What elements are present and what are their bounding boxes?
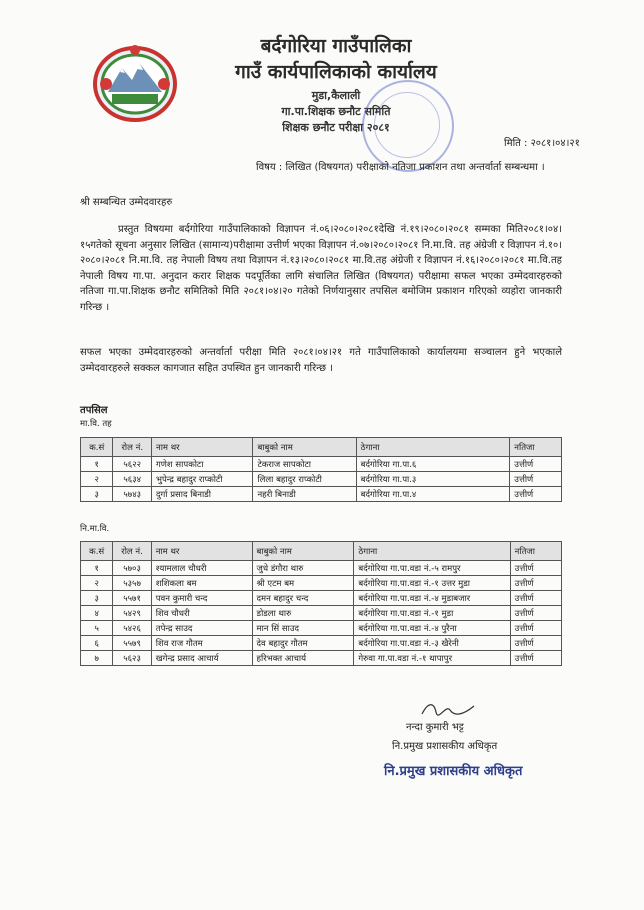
col-header-name: नाम थर	[151, 542, 252, 561]
cell-name: खगेन्द्र प्रसाद आचार्य	[151, 651, 252, 666]
cell-address: बर्दगोरिया गा.पा.वडा नं.-४ पुरैना	[354, 621, 510, 636]
cell-father: नहरी बिनाडी	[253, 487, 356, 502]
district-line: मुडा,कैलाली	[311, 89, 361, 102]
letter-subject: विषय : लिखित (विषयगत) परीक्षाको नतिजा प्रकाशन तथा अन्तर्वार्ता सम्बन्धमा ।	[256, 162, 545, 173]
cell-result: उत्तीर्ण	[510, 636, 561, 651]
table-header-row	[81, 438, 562, 457]
cell-name: भुपेन्द्र बहादुर राप्कोटी	[152, 472, 253, 487]
results-table-lower-secondary	[80, 541, 562, 666]
cell-name: गणेश सापकोटा	[152, 457, 253, 472]
cell-father: जुधे डंगौरा थारु	[252, 561, 354, 576]
table-row	[81, 621, 562, 636]
cell-roll: ५६२२	[113, 457, 152, 472]
cell-roll: ५४२९	[113, 606, 151, 621]
cell-name: शिव चौधरी	[151, 606, 252, 621]
col-header-father: बाबुको नाम	[252, 542, 354, 561]
table2-level-label: नि.मा.वि.	[80, 524, 110, 534]
cell-roll: ५५७१	[113, 591, 151, 606]
cell-address: बर्दगोरिया गा.पा.वडा नं.-४ मुडाबजार	[354, 591, 510, 606]
cell-name: तपेन्द्र साउद	[151, 621, 252, 636]
table-row	[81, 472, 562, 487]
body-paragraph-1: प्रस्तुत विषयमा बर्दगोरिया गाउँपालिकाको विज्ञापन नं.०६।२०८०।२०८१देखि नं.१९।२०८०।२०८१ सम्मका मिति२०८१।०४।१५गतेको सूचना अनुसार लिखित (सामान्य)परीक्षामा उत्तीर्ण भएका विज्ञापन नं.०७।२०८०।२०८१ नि.मा.वि. तह अंग्रेजी र विज्ञापन नं.१०।२०८०।२०८१ नि.मा.वि. तह नेपाली विषय तथा विज्ञापन नं.१३।२०८०।२०८१ मा.वि.तह अंग्रेजी र विज्ञापन नं.१६।२०८०।२०८१ मा.वि.तह नेपाली विषय गा.पा. अनुदान करार शिक्षक पदपूर्तिका लागि संचालित लिखित (विषयगत) परीक्षामा सफल भएका उम्मेदवारहरुको नतिजा गा.पा.शिक्षक छनौट समितिको मिति २०८१।०४।२० गतेको निर्णयानुसार तपसिल बमोजिम प्रकाशन गरिएको व्यहोरा जानकारी गरिन्छ ।	[80, 224, 562, 313]
col-header-result: नतिजा	[510, 438, 562, 457]
nepal-emblem-icon	[92, 40, 178, 122]
committee-line: गा.पा.शिक्षक छनौट समिति	[281, 105, 391, 118]
cell-name: दुर्गा प्रसाद बिनाडी	[152, 487, 253, 502]
signatory-post: नि.प्रमुख प्रशासकीय अधिकृत	[392, 741, 498, 752]
exam-line: शिक्षक छनौट परीक्षा २०८१	[282, 121, 390, 134]
cell-roll: ५४२६	[113, 621, 151, 636]
cell-sn: ४	[81, 606, 113, 621]
cell-sn: ७	[81, 651, 113, 666]
cell-address: गेरुवा गा.पा.वडा नं.-१ थापापुर	[354, 651, 510, 666]
cell-father: मान सिं साउद	[252, 621, 354, 636]
col-header-address: ठेगाना	[354, 542, 510, 561]
col-header-father: बाबुको नाम	[253, 438, 356, 457]
cell-sn: १	[81, 457, 113, 472]
table-row	[81, 457, 562, 472]
cell-roll: ५३५७	[113, 576, 151, 591]
table-row	[81, 606, 562, 621]
cell-address: बर्दगोरिया गा.पा.वडा नं.-५ रामपुर	[354, 561, 510, 576]
cell-father: लिला बहादुर राप्कोटी	[253, 472, 356, 487]
cell-roll: ५६३४	[113, 472, 152, 487]
table-row	[81, 576, 562, 591]
table-row	[81, 651, 562, 666]
table1-level-label: मा.वि. तह	[80, 419, 112, 429]
col-header-address: ठेगाना	[356, 438, 510, 457]
cell-result: उत्तीर्ण	[510, 457, 562, 472]
cell-address: बर्दगोरिया गा.पा.६	[356, 457, 510, 472]
cell-father: दमन बहादुर चन्द	[252, 591, 354, 606]
cell-father: श्री एटम बम	[252, 576, 354, 591]
cell-sn: ५	[81, 621, 113, 636]
col-header-roll: रोल नं.	[113, 438, 152, 457]
table-row	[81, 591, 562, 606]
col-header-sn: क.सं	[81, 438, 113, 457]
cell-result: उत्तीर्ण	[510, 561, 561, 576]
table1-body	[81, 457, 562, 502]
body-paragraph-2: सफल भएका उम्मेदवारहरुको अन्तर्वार्ता परीक्षा मिति २०८१।०४।२१ गते गाउँपालिकाको कार्यालयमा सञ्चालन हुने भएकाले उम्मेदवारहरुले सक्कल कागजात सहित उपस्थित हुन जानकारी गरिन्छ ।	[80, 347, 562, 374]
office-name-line1: बर्दगोरिया गाउँपालिका	[260, 35, 412, 57]
cell-name: शशिकला बम	[151, 576, 252, 591]
cell-sn: ६	[81, 636, 113, 651]
col-header-sn: क.सं	[81, 542, 113, 561]
office-stamp-inner	[374, 92, 440, 158]
col-header-roll: रोल नं.	[113, 542, 151, 561]
cell-address: बर्दगोरिया गा.पा.४	[356, 487, 510, 502]
col-header-name: नाम थर	[152, 438, 253, 457]
cell-result: उत्तीर्ण	[510, 591, 561, 606]
cell-father: डोडला थारु	[252, 606, 354, 621]
cell-sn: १	[81, 561, 113, 576]
cell-roll: ५६२३	[113, 651, 151, 666]
table-row	[81, 561, 562, 576]
handwritten-signature	[418, 700, 478, 720]
cell-sn: २	[81, 472, 113, 487]
table-row	[81, 487, 562, 502]
cell-address: बर्दगोरिया गा.पा.वडा नं.-३ खैरेनी	[354, 636, 510, 651]
cell-result: उत्तीर्ण	[510, 576, 561, 591]
cell-father: टेकराज सापकोटा	[253, 457, 356, 472]
cell-sn: ३	[81, 591, 113, 606]
cell-address: बर्दगोरिया गा.पा.वडा नं.-१ उत्तर मुडा	[354, 576, 510, 591]
table-header-row	[81, 542, 562, 561]
table2-body	[81, 561, 562, 666]
signatory-stamp: नि.प्रमुख प्रशासकीय अधिकृत	[384, 764, 523, 779]
cell-result: उत्तीर्ण	[510, 651, 561, 666]
cell-roll: ५७४३	[113, 487, 152, 502]
cell-father: देव बहादुर गौतम	[252, 636, 354, 651]
cell-roll: ५५७९	[113, 636, 151, 651]
cell-sn: ३	[81, 487, 113, 502]
annex-title: तपसिल	[80, 405, 108, 416]
results-table-secondary	[80, 437, 562, 502]
cell-result: उत्तीर्ण	[510, 621, 561, 636]
cell-result: उत्तीर्ण	[510, 472, 562, 487]
table-row	[81, 636, 562, 651]
letter-recipient: श्री सम्बन्धित उम्मेदवारहरु	[80, 197, 173, 208]
letter-date: मिति : २०८१।०४।२१	[504, 138, 580, 149]
cell-address: बर्दगोरिया गा.पा.वडा नं.-१ मुडा	[354, 606, 510, 621]
cell-name: श्यामलाल चौधरी	[151, 561, 252, 576]
office-name-line2: गाउँ कार्यपालिकाको कार्यालय	[235, 61, 437, 83]
cell-father: हरिभक्त आचार्य	[252, 651, 354, 666]
col-header-result: नतिजा	[510, 542, 561, 561]
cell-sn: २	[81, 576, 113, 591]
cell-result: उत्तीर्ण	[510, 487, 562, 502]
signatory-name: नन्दा कुमारी भट्ट	[406, 722, 464, 733]
cell-address: बर्दगोरिया गा.पा.३	[356, 472, 510, 487]
cell-name: शिव राज गौतम	[151, 636, 252, 651]
cell-name: पवन कुमारी चन्द	[151, 591, 252, 606]
cell-roll: ५७०३	[113, 561, 151, 576]
cell-result: उत्तीर्ण	[510, 606, 561, 621]
